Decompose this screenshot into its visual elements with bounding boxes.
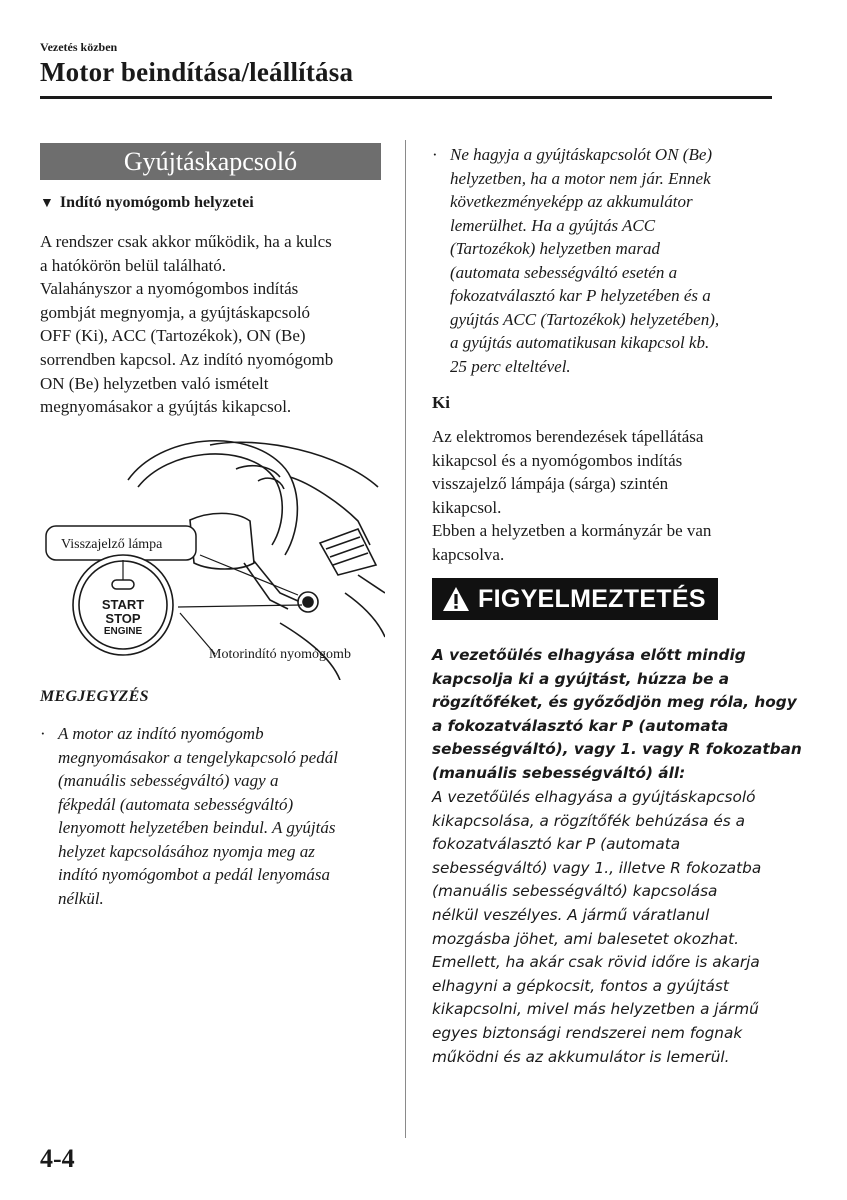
warning-banner	[432, 578, 718, 620]
subheading-text: Indító nyomógomb helyzetei	[59, 194, 254, 211]
button-text-engine: ENGINE	[103, 626, 143, 637]
note-heading: MEGJEGYZÉS	[40, 688, 149, 705]
triangle-down-icon: ▼	[40, 196, 54, 211]
header-rule	[40, 96, 772, 99]
warning-body-text: A vezetőülés elhagyása a gyújtáskapcsoló kikapcsolása, a rögzítőfék behúzása és a fokozatválasztó kar P (automata sebességváltó) vagy 1., illetve R fokozatba (manuális sebességváltó) kapcsolása nélkül veszélyes. A jármű váratlanul mozgásba jöhet, ami balesetet okozhat. Emellett, ha akár csak rövid időre is akarja elhagyni a gépkocsit, fontos a gyújtást kikapcsolni, mivel más helyzetben a jármű egyes biztonsági rendszerei nem fognak működni és az akkumulátor is lemerül.	[432, 788, 762, 1066]
section-banner: Gyújtáskapcsoló	[40, 143, 381, 180]
warning-title: FIGYELMEZTETÉS	[478, 585, 706, 613]
note-item-text: A motor az indító nyomógomb megnyomásakor a tengelykapcsoló pedál (manuális sebességváltó) vagy a fékpedál (automata sebességváltó) lenyomott helyzetében beindul. A gyújtás helyzet kapcsolásához nyomja meg az indító nyomógombot a pedál lenyomása nélkül.	[58, 724, 338, 908]
column-divider	[405, 140, 406, 1138]
indicator-lamp	[112, 580, 134, 589]
button-text-start: START	[101, 597, 145, 612]
steering-wheel-hub	[190, 513, 254, 569]
ki-paragraph: Az elektromos berendezések tápellátása kikapcsol és a nyomógombos indítás visszajelző lámpája (sárga) szintén kikapcsol. Ebben a helyzetben a kormányzár be van kapcsolva.	[432, 427, 712, 564]
warning-bold-text: A vezetőülés elhagyása előtt mindig kapcsolja ki a gyújtást, húzza be a rögzítőféket, és győződjön meg róla, hogy a fokozatválasztó kar P (automata sebességváltó), vagy 1. vagy R fokozatban (manuális sebességváltó) áll:	[432, 646, 802, 782]
subheading	[40, 194, 254, 212]
ki-heading: Ki	[432, 393, 450, 412]
air-vent	[320, 529, 376, 575]
page-number: 4-4	[40, 1144, 75, 1173]
note-item	[40, 722, 400, 912]
page-title: Motor beindítása/leállítása	[40, 57, 354, 87]
bullet-dot-icon: ·	[40, 724, 46, 743]
note-item-text: Ne hagyja a gyújtáskapcsolót ON (Be) helyzetben, ha a motor nem jár. Ennek következményeképp az akkumulátor lemerülhet. Ha a gyújtás ACC (Tartozékok) helyzetben marad (automata sebességváltó esetén a fokozatválasztó kar P helyzetében és a gyújtás ACC (Tartozékok) helyzetében), a gyújtás automatikusan kikapcsol kb. 25 perc elteltével.	[450, 145, 720, 376]
body-paragraph: A rendszer csak akkor működik, ha a kulcs a hatókörön belül található. Valahányszor a nyomógombos indítás gombját megnyomja, a gyújtáskapcsoló OFF (Ki), ACC (Tartozékok), ON (Be) sorrendben kapcsol. Az indító nyomógomb ON (Be) helyzetben való ismételt megnyomásakor a gyújtás kikapcsol.	[40, 232, 334, 417]
button-text-stop: STOP	[105, 611, 141, 626]
warning-triangle-icon	[442, 586, 470, 612]
note-item	[432, 143, 792, 383]
start-button-label: Motorindító nyomógomb	[209, 647, 351, 662]
section-label: Vezetés közben	[40, 40, 118, 54]
indicator-lamp-label: Visszajelző lámpa	[61, 537, 163, 552]
bullet-dot-icon: ·	[432, 145, 438, 164]
